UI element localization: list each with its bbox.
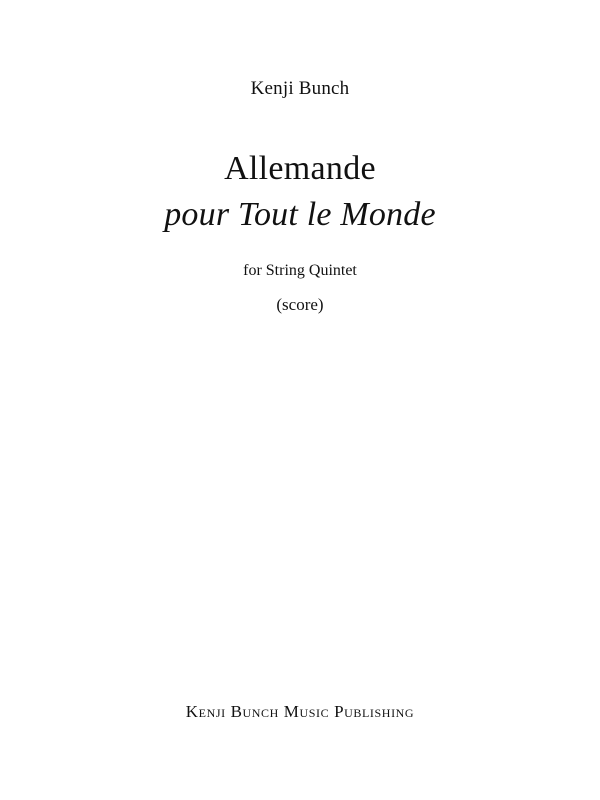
publisher-name: Kenji Bunch Music Publishing	[185, 702, 415, 721]
work-subtitle: pour Tout le Monde	[164, 195, 436, 233]
title-block	[0, 78, 600, 316]
page-title: Allemande	[224, 149, 376, 187]
composer-name: Kenji Bunch	[250, 78, 350, 99]
score-label: (score)	[276, 295, 324, 315]
instrumentation-label: for String Quintet	[243, 261, 357, 279]
